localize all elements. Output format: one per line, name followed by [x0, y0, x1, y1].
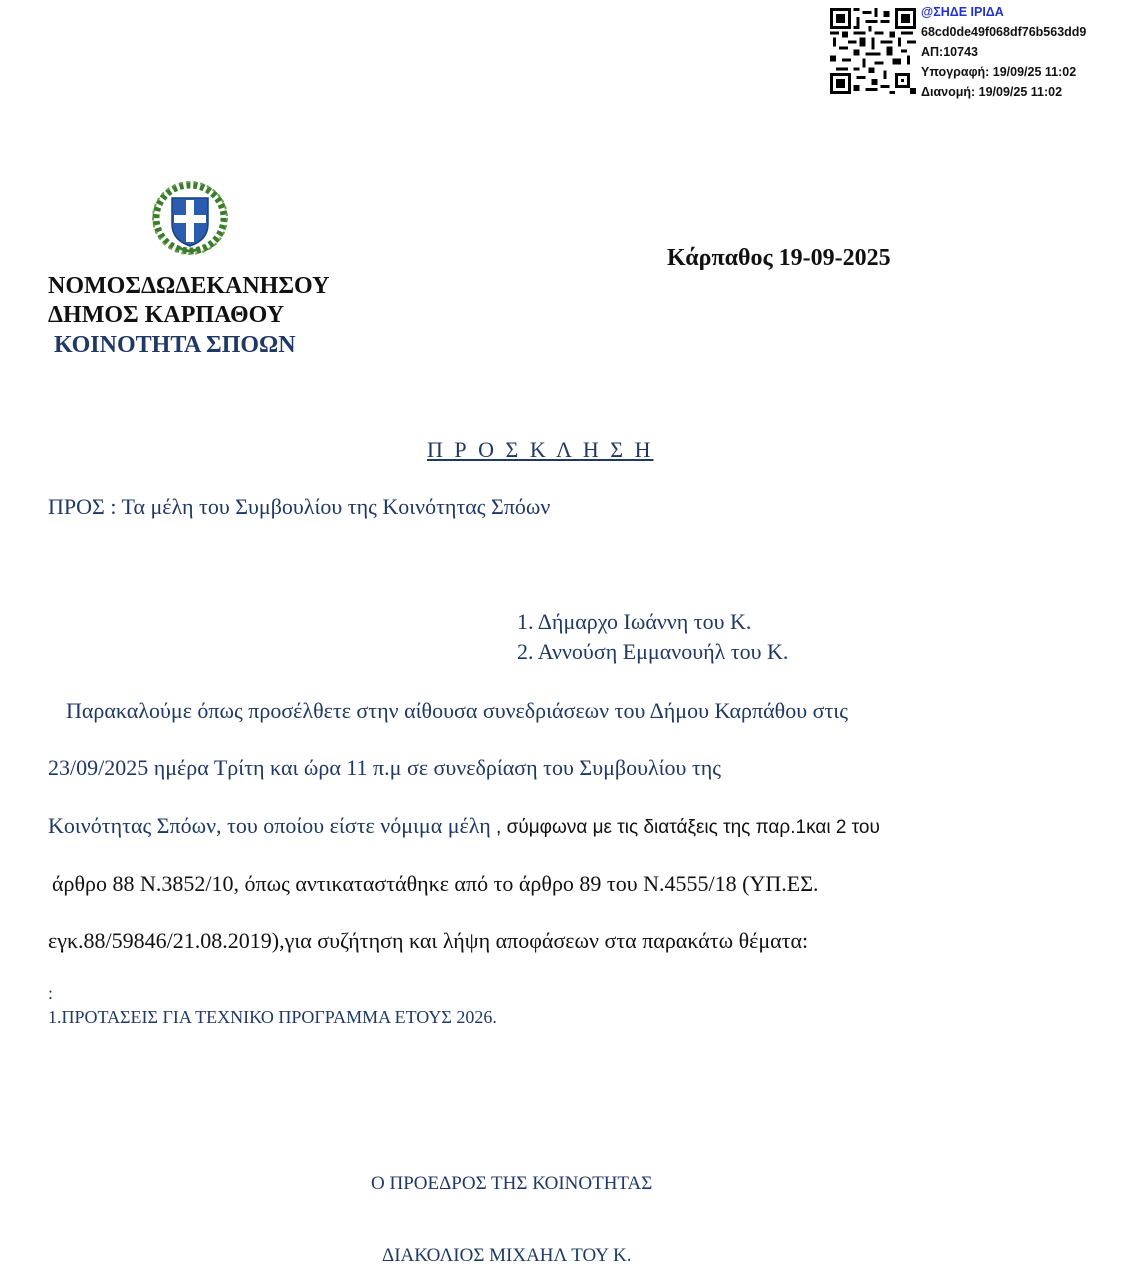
body-line-5-text: για συζήτηση και λήψη αποφάσεων στα παρακάτω θέματα:	[284, 928, 809, 953]
greek-emblem-icon	[150, 180, 230, 256]
qr-code-icon	[830, 6, 916, 96]
member-item: 1. Δήμαρχο Ιωάννη του Κ.	[517, 609, 752, 634]
agenda-colon: :	[48, 983, 54, 1003]
signature-title: Ο ΠΡΟΕΔΡΟΣ ΤΗΣ ΚΟΙΝΟΤΗΤΑΣ	[371, 1173, 653, 1194]
member-item: 2. Αννούση Εμμανουήλ του Κ.	[517, 639, 789, 664]
body-line-3	[48, 813, 880, 839]
body-line-3-continuation: , σύμφωνα με τις διατάξεις της παρ.1και 2 του	[490, 817, 880, 838]
stamp-signed: Υπογραφή: 19/09/25 11:02	[921, 65, 1077, 79]
document-date: Κάρπαθος 19-09-2025	[667, 245, 891, 271]
header-municipality: ΔΗΜΟΣ ΚΑΡΠΑΘΟΥ	[48, 302, 285, 328]
body-line-5-ref: εγκ.88/59846/21.08.2019),	[48, 928, 285, 953]
agenda-item: 1.ΠΡΟΤΑΣΕΙΣ ΓΙΑ ΤΕΧΝΙΚΟ ΠΡΟΓΡΑΜΜΑ ΕΤΟΥΣ 2026.	[48, 1007, 497, 1027]
header-prefecture: ΝΟΜΟΣΔΩΔΕΚΑΝΗΣΟΥ	[48, 273, 330, 299]
signature-name: ΔΙΑΚΟΛΙΟΣ ΜΙΧΑΗΛ ΤΟΥ Κ.	[382, 1245, 632, 1266]
stamp-brand: @ΣΗΔΕ ΙΡΙΔΑ	[921, 5, 1004, 19]
header-community: ΚΟΙΝΟΤΗΤΑ ΣΠΟΩΝ	[54, 332, 296, 358]
body-line-5	[48, 928, 808, 954]
body-line-4: άρθρο 88 Ν.3852/10, όπως αντικαταστάθηκε από το άρθρο 89 του Ν.4555/18 (ΥΠ.ΕΣ.	[52, 871, 819, 896]
document-title: Π Ρ Ο Σ Κ Λ Η Σ Η	[427, 437, 654, 462]
body-line-2: 23/09/2025 ημέρα Τρίτη και ώρα 11 π.μ σε συνεδρίαση του Συμβουλίου της	[48, 755, 721, 780]
stamp-hash: 68cd0de49f068df76b563dd9	[921, 25, 1087, 39]
body-line-1: Παρακαλούμε όπως προσέλθετε στην αίθουσα συνεδριάσεων του Δήμου Καρπάθου στις	[66, 698, 848, 723]
stamp-distributed: Διανομή: 19/09/25 11:02	[921, 85, 1063, 99]
body-line-3-text: Κοινότητας Σπόων, του οποίου είστε νόμιμα μέλη	[48, 813, 491, 838]
recipients-line: ΠΡΟΣ : Τα μέλη του Συμβουλίου της Κοινότητας Σπόων	[48, 494, 551, 519]
stamp-protocol: ΑΠ:10743	[921, 45, 978, 59]
